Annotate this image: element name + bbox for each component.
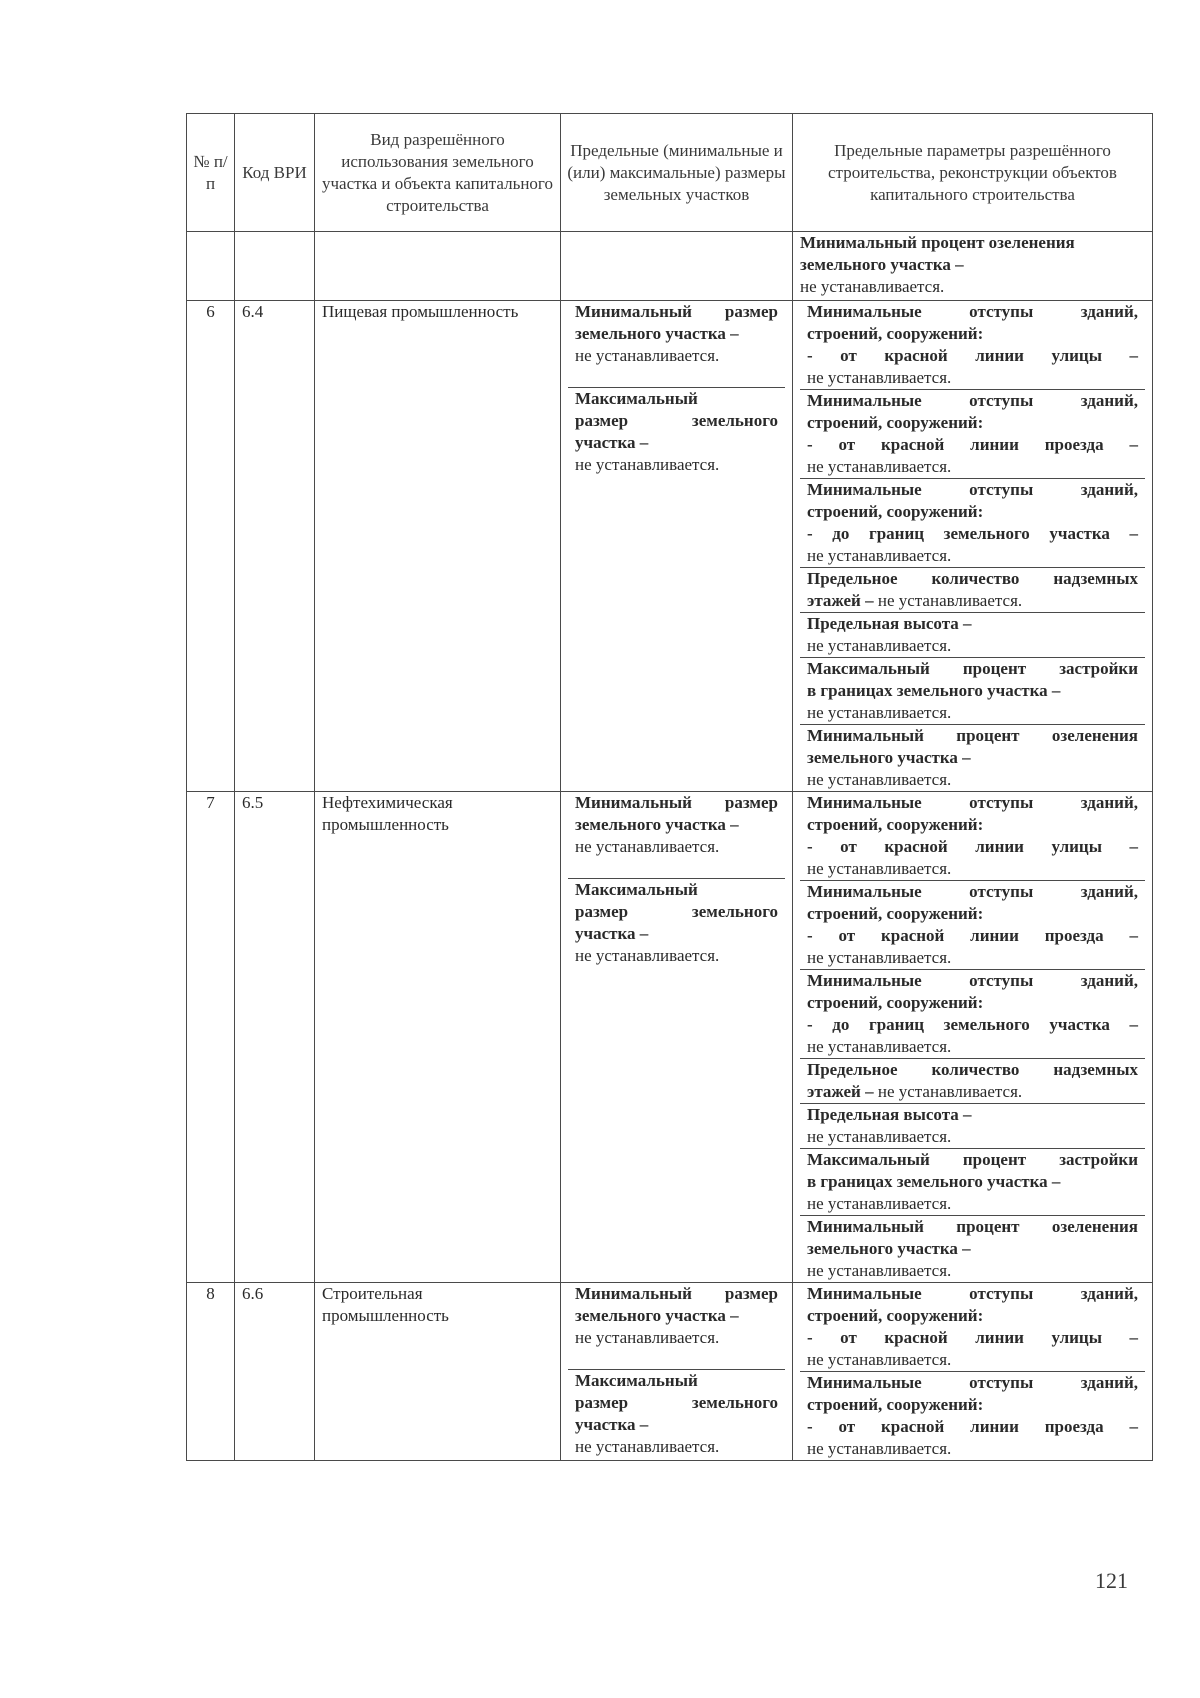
param-cell (793, 301, 1153, 792)
param-bold-2: строений, сооружений: (807, 413, 984, 432)
param-mixed (807, 1081, 1138, 1103)
size-max-text: не устанавливается. (575, 946, 720, 965)
param-text: не устанавливается. (807, 703, 952, 722)
param-block (800, 612, 1145, 657)
param-block (800, 1148, 1145, 1215)
param-bold-2: земельного участка – (807, 1239, 971, 1258)
param-bold: Минимальные отступы зданий, (807, 1373, 1138, 1392)
param-line: - от красной линии проезда – (807, 926, 1138, 945)
param-line: - от красной линии улицы – (807, 1328, 1138, 1347)
header-num: № п/п (187, 114, 235, 232)
size-cell (561, 1283, 793, 1461)
param-text: не устанавливается. (807, 546, 952, 565)
param-bold: Минимальные отступы зданий, (807, 971, 1138, 990)
page-number: 121 (1095, 1568, 1128, 1593)
param-bold-2: этажей – (807, 591, 878, 610)
param-bold-2: в границах земельного участка – (807, 681, 1061, 700)
param-text: не устанавливается. (877, 591, 1023, 610)
param-bold: Предельная высота – (807, 1105, 972, 1124)
param-block (800, 1371, 1145, 1460)
param-block (800, 301, 1145, 389)
param-bold: Минимальные отступы зданий, (807, 1284, 1138, 1303)
row-code: 6.4 (235, 301, 315, 792)
row-num: 7 (187, 792, 235, 1283)
header-sizes: Предельные (минимальные и (или) максимальные) размеры земельных участков (561, 114, 793, 232)
param-text: не устанавливается. (807, 1439, 952, 1458)
param-bold: Минимальный процент озеленения (807, 726, 1138, 745)
size-min-text: не устанавливается. (575, 837, 720, 856)
size-min-bold-2: земельного участка – (575, 815, 739, 834)
param-bold-2: строений, сооружений: (807, 1395, 984, 1414)
size-cell (561, 301, 793, 792)
param-mixed (807, 590, 1138, 612)
param-line: - от красной линии проезда – (807, 1417, 1138, 1436)
param-bold: Предельное количество надземных (807, 569, 1138, 588)
param-bold-2: земельного участка – (807, 748, 971, 767)
param-block (800, 880, 1145, 969)
row-num: 6 (187, 301, 235, 792)
row-code: 6.5 (235, 792, 315, 1283)
param-bold: Предельное количество надземных (807, 1060, 1138, 1079)
param-text: не устанавливается. (877, 1082, 1023, 1101)
size-max-bold-1: Максимальный (575, 1371, 698, 1390)
param-block (800, 1215, 1145, 1282)
param-bold-2: строений, сооружений: (807, 815, 984, 834)
size-max-bold-2: размер земельного (575, 1393, 778, 1412)
param-line: - до границ земельного участка – (807, 524, 1138, 543)
row-code: 6.6 (235, 1283, 315, 1461)
param-cell (793, 792, 1153, 1283)
param-block (800, 969, 1145, 1058)
param-bold-2: строений, сооружений: (807, 1306, 984, 1325)
header-code: Код ВРИ (235, 114, 315, 232)
param-text: не устанавливается. (807, 948, 952, 967)
size-max-block (568, 387, 785, 476)
param-block (800, 567, 1145, 612)
size-max-bold-2: размер земельного (575, 411, 778, 430)
param-bold: Максимальный процент застройки (807, 659, 1138, 678)
size-min-block (568, 1283, 785, 1369)
size-min-text: не устанавливается. (575, 346, 720, 365)
table-row (187, 301, 1153, 792)
param-line: - от красной линии улицы – (807, 346, 1138, 365)
size-min-bold-2: земельного участка – (575, 324, 739, 343)
param-bold-2: этажей – (807, 1082, 878, 1101)
size-max-bold-3: участка – (575, 924, 649, 943)
size-max-bold-2: размер земельного (575, 902, 778, 921)
size-cell (561, 792, 793, 1283)
param-block (800, 1103, 1145, 1148)
param-line: - от красной линии улицы – (807, 837, 1138, 856)
param-bold: Минимальные отступы зданий, (807, 302, 1138, 321)
param-block (800, 478, 1145, 567)
row-kind: Пищевая промышленность (315, 301, 561, 792)
size-min-bold-2: земельного участка – (575, 1306, 739, 1325)
param-bold-2: строений, сооружений: (807, 324, 984, 343)
size-max-bold-3: участка – (575, 1415, 649, 1434)
table-row (187, 792, 1153, 1283)
size-min-text: не устанавливается. (575, 1328, 720, 1347)
param-bold: Минимальный процент озеленения (807, 1217, 1138, 1236)
header-params: Предельные параметры разрешённого строительства, реконструкции объектов капитального строительства (793, 114, 1153, 232)
param-text: не устанавливается. (807, 1037, 952, 1056)
param-text: не устанавливается. (807, 770, 952, 789)
param-line: - до границ земельного участка – (807, 1015, 1138, 1034)
param-cell (793, 1283, 1153, 1461)
param-text: не устанавливается. (807, 1127, 952, 1146)
param-block (800, 724, 1145, 791)
param-bold-2: строений, сооружений: (807, 993, 984, 1012)
param-block (800, 1058, 1145, 1103)
param-block (800, 1283, 1145, 1371)
param-text: не устанавливается. (807, 636, 952, 655)
row-kind: Строительная промышленность (315, 1283, 561, 1461)
param-bold-2: строений, сооружений: (807, 904, 984, 923)
size-min-block (568, 792, 785, 878)
param-text: не устанавливается. (807, 859, 952, 878)
row-num: 8 (187, 1283, 235, 1461)
param-text: не устанавливается. (807, 1194, 952, 1213)
param-line: - от красной линии проезда – (807, 435, 1138, 454)
size-min-bold: Минимальный размер (575, 1284, 778, 1303)
param-bold: Минимальные отступы зданий, (807, 391, 1138, 410)
param-text: не устанавливается. (807, 457, 952, 476)
param-bold: Минимальные отступы зданий, (807, 793, 1138, 812)
param-text: не устанавливается. (807, 1261, 952, 1280)
table-header-row (187, 114, 1153, 232)
table-row (187, 1283, 1153, 1461)
param-block (800, 657, 1145, 724)
param-text: не устанавливается. (800, 277, 945, 296)
size-min-bold: Минимальный размер (575, 302, 778, 321)
param-block (800, 792, 1145, 880)
param-bold: Предельная высота – (807, 614, 972, 633)
param-block (800, 389, 1145, 478)
table-row-carry-over (187, 232, 1153, 301)
param-text: не устанавливается. (807, 1350, 952, 1369)
param-bold: Минимальные отступы зданий, (807, 480, 1138, 499)
size-max-text: не устанавливается. (575, 455, 720, 474)
size-min-bold: Минимальный размер (575, 793, 778, 812)
size-max-bold-1: Максимальный (575, 389, 698, 408)
param-bold-2: в границах земельного участка – (807, 1172, 1061, 1191)
row-kind: Нефтехимическая промышленность (315, 792, 561, 1283)
param-bold: Минимальный процент озеленения земельного участка – (800, 233, 1075, 274)
size-max-block (568, 1369, 785, 1458)
param-text: не устанавливается. (807, 368, 952, 387)
param-bold-2: строений, сооружений: (807, 502, 984, 521)
land-use-table (186, 113, 1153, 1461)
size-min-block (568, 301, 785, 387)
header-kind: Вид разрешённого использования земельного участка и объекта капитального строительства (315, 114, 561, 232)
size-max-block (568, 878, 785, 967)
param-cell (793, 232, 1153, 301)
param-bold: Минимальные отступы зданий, (807, 882, 1138, 901)
param-bold: Максимальный процент застройки (807, 1150, 1138, 1169)
size-max-text: не устанавливается. (575, 1437, 720, 1456)
size-max-bold-3: участка – (575, 433, 649, 452)
size-max-bold-1: Максимальный (575, 880, 698, 899)
